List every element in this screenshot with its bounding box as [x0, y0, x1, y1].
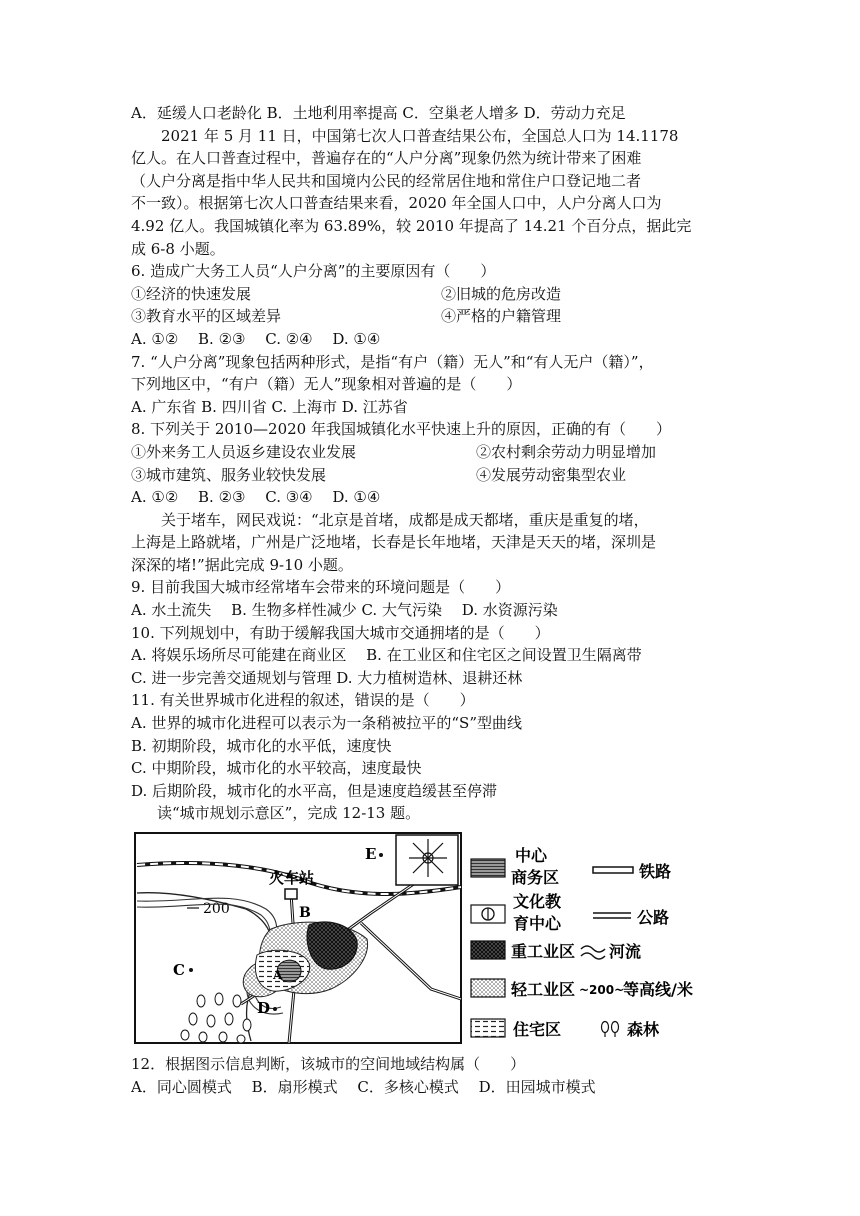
q11-option: A. 世界的城市化进程可以表示为一条稍被拉平的“S”型曲线: [131, 714, 522, 733]
q11-stem: 11. 有关世界城市化进程的叙述，错误的是（ ）: [131, 691, 475, 710]
label-e: E: [365, 845, 377, 863]
map-legend: [471, 846, 693, 1039]
legend-railway-swatch: [593, 867, 633, 873]
q9-stem: 9. 目前我国大城市经常堵车会带来的环境问题是（ ）: [131, 578, 511, 597]
exam-page: [131, 102, 731, 1098]
legend-heavy-swatch: [471, 941, 505, 959]
station-icon: [285, 889, 297, 899]
q6-options: A. ①② B. ②③ C. ②④ D. ①④: [131, 329, 381, 348]
q10-options: A. 将娱乐场所尽可能建在商业区 B. 在工业区和住宅区之间设置卫生隔离带: [131, 646, 642, 665]
q6-item: ②旧城的危房改造: [441, 284, 562, 303]
legend-railway: 铁路: [639, 862, 672, 881]
compass-box: [396, 835, 458, 885]
q8-items-row: [131, 464, 731, 487]
passage1-line: 不一致）。根据第七次人口普查结果来看，2020 年全国人口中，人户分离人口为: [131, 194, 662, 213]
q8-item: ④发展劳动密集型农业: [476, 465, 627, 484]
passage2-line: 关于堵车，网民戏说：“北京是首堵，成都是成天都堵，重庆是重复的堵，: [161, 510, 649, 529]
legend-cbd-swatch: [471, 859, 505, 877]
forest-icon: [602, 1022, 619, 1038]
q6-stem: 6. 造成广大务工人员“人户分离”的主要原因有（ ）: [131, 262, 496, 281]
passage2-line: 上海是上路就堵，广州是广泛地堵，长春是长年地堵，天津是天天的堵，深圳是: [131, 533, 657, 552]
legend-residential: 住宅区: [513, 1020, 562, 1039]
point-c: [189, 968, 193, 972]
point-d: [273, 1007, 277, 1011]
q8-item: ②农村剩余劳动力明显增加: [476, 442, 657, 461]
compass-rose-icon: [409, 839, 447, 877]
passage1-line: 2021 年 5 月 11 日，中国第七次人口普查结果公布，全国总人口为 14.1178: [161, 126, 679, 145]
q12-options: A．同心圆模式 B．扇形模式 C．多核心模式 D．田园城市模式: [131, 1077, 596, 1096]
q7-stem: 下列地区中，“有户（籍）无人”现象相对普遍的是（ ）: [131, 375, 522, 394]
legend-light-swatch: [471, 979, 505, 997]
q8-stem: 8. 下列关于 2010—2020 年我国城镇化水平快速上升的原因，正确的有（ ）: [131, 420, 671, 439]
label-b: B: [299, 905, 311, 921]
q9-options: A. 水土流失 B. 生物多样性减少 C. 大气污染 D. 水资源污染: [131, 601, 558, 620]
legend-cbd-2: 商务区: [511, 868, 560, 887]
q8-options: A. ①② B. ②③ C. ③④ D. ①④: [131, 488, 381, 507]
legend-river: 河流: [609, 942, 642, 961]
q6-item: ①经济的快速发展: [131, 284, 252, 303]
river-icon: [581, 946, 605, 959]
legend-cbd-1: 中心: [515, 846, 548, 865]
city-planning-map-svg: [131, 829, 731, 1051]
legend-heavy: 重工业区: [511, 942, 576, 961]
q7-options: A. 广东省 B. 四川省 C. 上海市 D. 江苏省: [131, 397, 408, 416]
label-c: C: [173, 961, 185, 979]
legend-contour: 等高线/米: [623, 980, 693, 999]
legend-road: 公路: [637, 908, 670, 927]
legend-light: 轻工业区: [511, 980, 576, 999]
label-d: D: [257, 999, 271, 1017]
q10-options: C. 进一步完善交通规划与管理 D. 大力植树造林、退耕还林: [131, 668, 523, 687]
passage1-line: 4.92 亿人。我国城镇化率为 63.89%，较 2010 年提高了 14.21 个百分点，据此完: [131, 216, 692, 235]
passage1-line: 成 6-8 小题。: [131, 239, 225, 258]
legend-residential-swatch: [471, 1019, 505, 1037]
q6-item: ④严格的户籍管理: [441, 307, 562, 326]
q6-items-row: [131, 283, 731, 306]
contour-label: 200: [203, 901, 230, 917]
map-intro: 读“城市规划示意区”，完成 12-13 题。: [157, 804, 421, 823]
q6-item: ③教育水平的区域差异: [131, 307, 282, 326]
label-a: A: [273, 968, 283, 982]
legend-contour-mark: ~200~: [579, 983, 625, 997]
q6-items-row: [131, 305, 731, 328]
q5-options: A．延缓人口老龄化 B．土地利用率提高 C．空巢老人增多 D．劳动力充足: [131, 104, 626, 122]
point-e: [379, 853, 383, 857]
q12-stem: 12．根据图示信息判断，该城市的空间地域结构属（ ）: [131, 1055, 526, 1073]
city-planning-map: [131, 829, 731, 1051]
q7-stem: 7. “人户分离”现象包括两种形式，是指“有户（籍）无人”和“有人无户（籍）”，: [131, 352, 654, 371]
legend-culture-1: 文化教: [513, 892, 562, 911]
q8-item: ③城市建筑、服务业较快发展: [131, 465, 327, 484]
q8-items-row: [131, 441, 731, 464]
q10-stem: 10. 下列规划中，有助于缓解我国大城市交通拥堵的是（ ）: [131, 623, 550, 642]
passage1-line: （人户分离是指中华人民共和国境内公民的经常居住地和常住户口登记地二者: [131, 171, 642, 190]
q11-option: B. 初期阶段，城市化的水平低，速度快: [131, 736, 392, 755]
q8-item: ①外来务工人员返乡建设农业发展: [131, 442, 357, 461]
passage2-line: 深深的堵!”据此完成 9-10 小题。: [131, 555, 353, 574]
q11-option: D. 后期阶段，城市化的水平高，但是速度趋缓甚至停滞: [131, 781, 498, 800]
station-label: 火车站: [269, 869, 315, 887]
legend-culture-2: 育中心: [513, 914, 562, 933]
q11-option: C. 中期阶段，城市化的水平较高，速度最快: [131, 759, 422, 778]
legend-forest: 森林: [627, 1020, 660, 1039]
passage1-line: 亿人。在人口普查过程中，普遍存在的“人户分离”现象仍然为统计带来了困难: [131, 149, 642, 168]
